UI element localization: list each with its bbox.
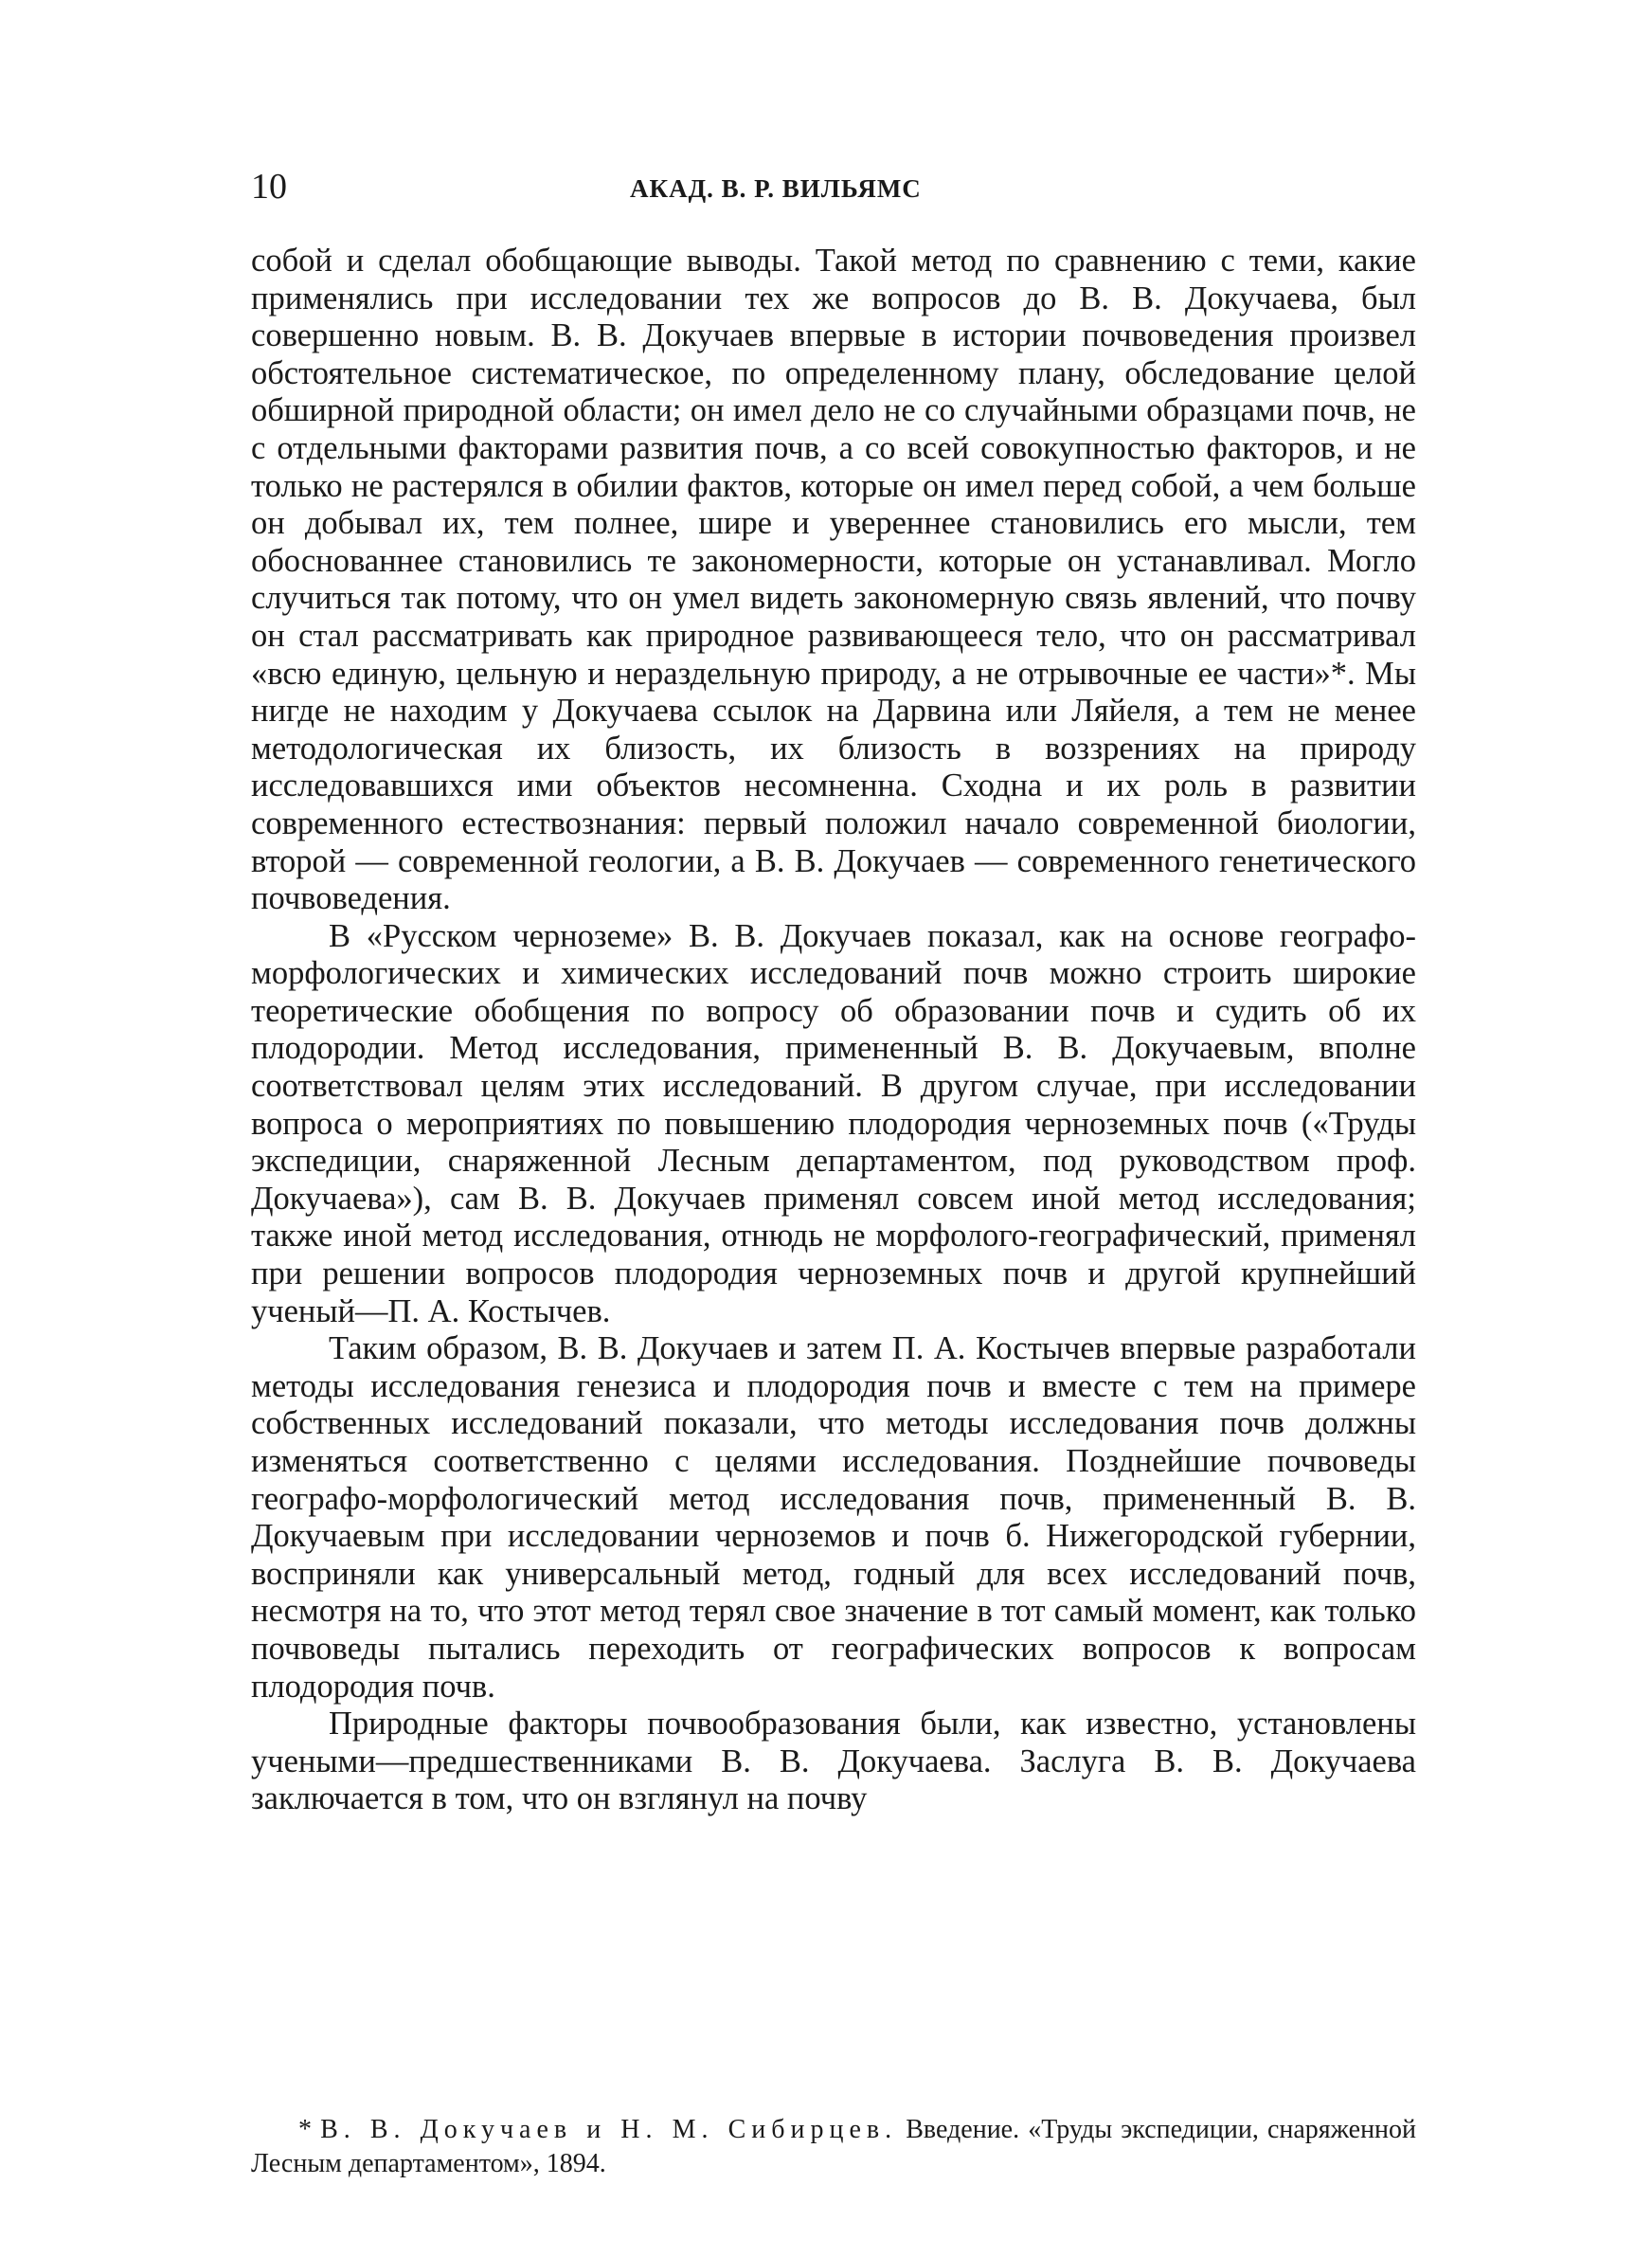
paragraph: Природные факторы почвообразования были, как известно, установлены учеными—предшественниками В. В. Докучаева. Заслуга В. В. Докучаева заключается в том, что он взглянул на почву bbox=[251, 1706, 1416, 1817]
book-page bbox=[251, 0, 1416, 2257]
paragraph: Таким образом, В. В. Докучаев и затем П. А. Костычев впервые разработали методы исследования генезиса и плодородия почв и вместе с тем на примере собственных исследований показали, что методы исследования почв должны изменяться соответственно с целями исследования. Позднейшие почвоведы географо-морфологический метод исследования почв, примененный В. В. Докучаевым при исследовании черноземов и почв б. Нижегородской губернии, восприняли как универсальный метод, годный для всех исследований почв, несмотря на то, что этот метод терял свое значение в тот самый момент, как только почвоведы пытались переходить от географических вопросов к вопросам плодородия почв. bbox=[251, 1330, 1416, 1705]
paragraph: собой и сделал обобщающие выводы. Такой метод по сравнению с теми, какие применялись при исследовании тех же вопросов до В. В. Докучаева, был совершенно новым. В. В. Докучаев впервые в истории почвоведения произвел обстоятельное систематическое, по определенному плану, обследование целой обширной природной области; он имел дело не со случайными образцами почв, не с отдельными факторами развития почв, а со всей совокупностью факторов, и не только не растерялся в обилии фактов, которые он имел перед собой, а чем больше он добывал их, тем полнее, шире и увереннее становились его мысли, тем обоснованнее становились те закономерности, которые он устанавливал. Могло случиться так потому, что он умел видеть закономерную связь явлений, что почву он стал рассматривать как природное развивающееся тело, что он рассматривал «всю единую, цельную и нераздельную природу, а не отрывочные ее части»*. Мы нигде не находим у Докучаева ссылок на Дарвина или Ляйеля, а тем не менее методологическая их близость, их близость в воззрениях на природу исследовавшихся ими объектов несомненна. Сходна и их роль в развитии современного естествознания: первый положил начало современной биологии, второй — современной геологии, а В. В. Докучаев — современного генетического почвоведения. bbox=[251, 243, 1416, 917]
footnote-text: Введение. «Труды экспедиции, снаряженной Лесным департаментом», 1894. bbox=[251, 2115, 1417, 2178]
running-header bbox=[251, 163, 1416, 210]
running-title: АКАД. В. Р. ВИЛЬЯМС bbox=[630, 174, 922, 203]
footnote-authors: В. В. Докучаев и Н. М. Сибирцев. bbox=[320, 2115, 898, 2144]
footnote-marker: * bbox=[298, 2115, 312, 2144]
paragraph: В «Русском черноземе» В. В. Докучаев показал, как на основе географо-морфологических и химических исследований почв можно строить широкие теоретические обобщения по вопросу об образовании почв и судить об их плодородии. Метод исследования, примененный В. В. Докучаевым, вполне соответствовал целям этих исследований. В другом случае, при исследовании вопроса о мероприятиях по повышению плодородия черноземных почв («Труды экспедиции, снаряженной Лесным департаментом, под руководством проф. Докучаева»), сам В. В. Докучаев применял совсем иной метод исследования; также иной метод исследования, отнюдь не морфолого-географический, применял при решении вопросов плодородия черноземных почв и другой крупнейший ученый—П. А. Костычев. bbox=[251, 917, 1416, 1329]
body-text bbox=[251, 243, 1416, 1818]
footnote bbox=[251, 2113, 1416, 2181]
page-number: 10 bbox=[251, 167, 287, 207]
